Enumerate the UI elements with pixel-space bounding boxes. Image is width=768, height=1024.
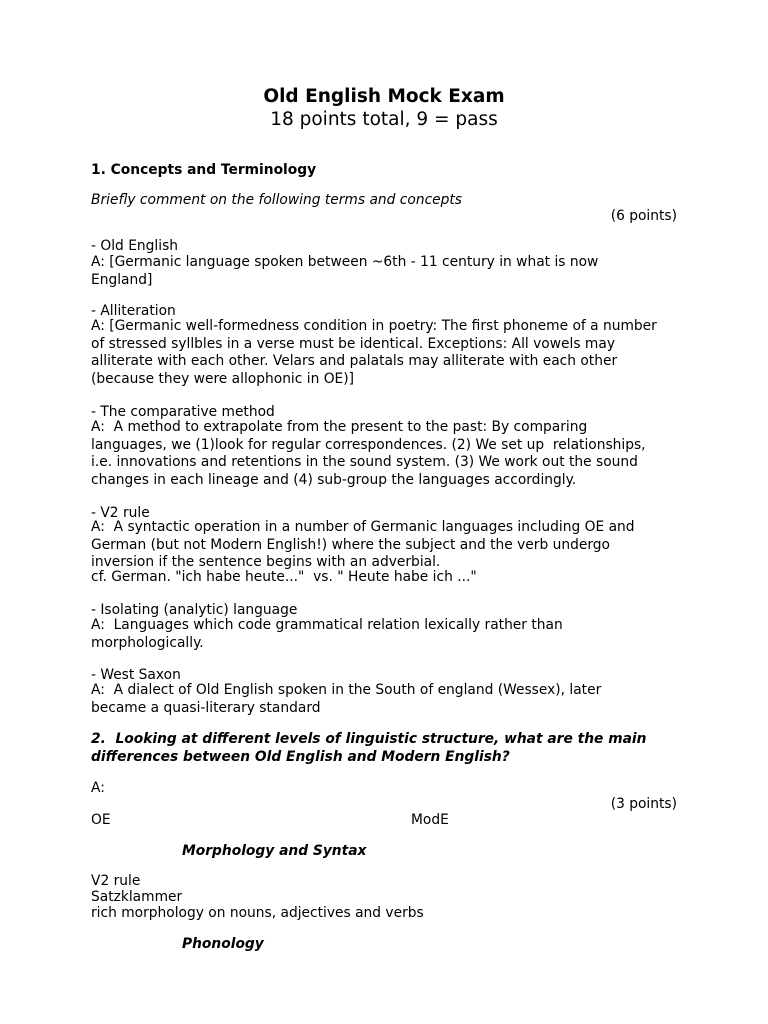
answer-isolating-language: A: Languages which code grammatical relation lexically rather than morphologically. (91, 617, 563, 651)
list-item: V2 rule (91, 873, 141, 889)
section-1-points: (6 points) (610, 208, 677, 224)
term-isolating-language: - Isolating (analytic) language (91, 602, 298, 618)
term-west-saxon: - West Saxon (91, 667, 181, 683)
term-old-english: - Old English (91, 238, 179, 254)
answer-old-english: A: [Germanic language spoken between ~6th - 11 century in what is now England] (91, 254, 599, 288)
oe-feature-list (91, 873, 424, 921)
subheading-phonology: Phonology (182, 936, 264, 952)
subheading-morphology-syntax: Morphology and Syntax (182, 843, 367, 859)
list-item: rich morphology on nouns, adjectives and verbs (91, 905, 424, 921)
column-oe: OE (91, 812, 111, 828)
section-1-instruction: Briefly comment on the following terms and concepts (91, 192, 462, 208)
answer-v2-rule: A: A syntactic operation in a number of Germanic languages including OE and German (but not Modern English!) where the subject and the verb undergo inversion if the sentence begins with an adverbial. cf. German. "ich habe heute..." vs. " Heute habe ich ..." (91, 519, 635, 585)
answer-comparative-method: A: A method to extrapolate from the present to the past: By comparing languages, we (1)look for regular correspondences. (2) We set up relationships, i.e. innovations and retentions in the sound system. (3) We work out the sound changes in each lineage and (4) sub-group the languages accordingly. (91, 419, 646, 488)
section-1-heading: 1. Concepts and Terminology (91, 162, 317, 178)
section-2-heading: 2. Looking at different levels of linguistic structure, what are the main differences between Old English and Modern English? (91, 731, 647, 765)
section-2-answer-label: A: (91, 780, 105, 796)
column-mode: ModE (411, 812, 449, 828)
page-title: Old English Mock Exam (263, 86, 505, 107)
term-alliteration: - Alliteration (91, 303, 176, 319)
term-v2-rule: - V2 rule (91, 505, 150, 521)
list-item: Satzklammer (91, 889, 183, 905)
answer-west-saxon: A: A dialect of Old English spoken in the South of england (Wessex), later became a quasi-literary standard (91, 682, 602, 716)
page-subtitle: 18 points total, 9 = pass (270, 109, 498, 130)
answer-alliteration: A: [Germanic well-formedness condition in poetry: The first phoneme of a number of stressed syllbles in a verse must be identical. Exceptions: All vowels may alliterate with each other. Velars and palatals may alliterate with each other (because they were allophonic in OE)] (91, 318, 657, 387)
term-comparative-method: - The comparative method (91, 404, 275, 420)
section-2-points: (3 points) (610, 796, 677, 812)
